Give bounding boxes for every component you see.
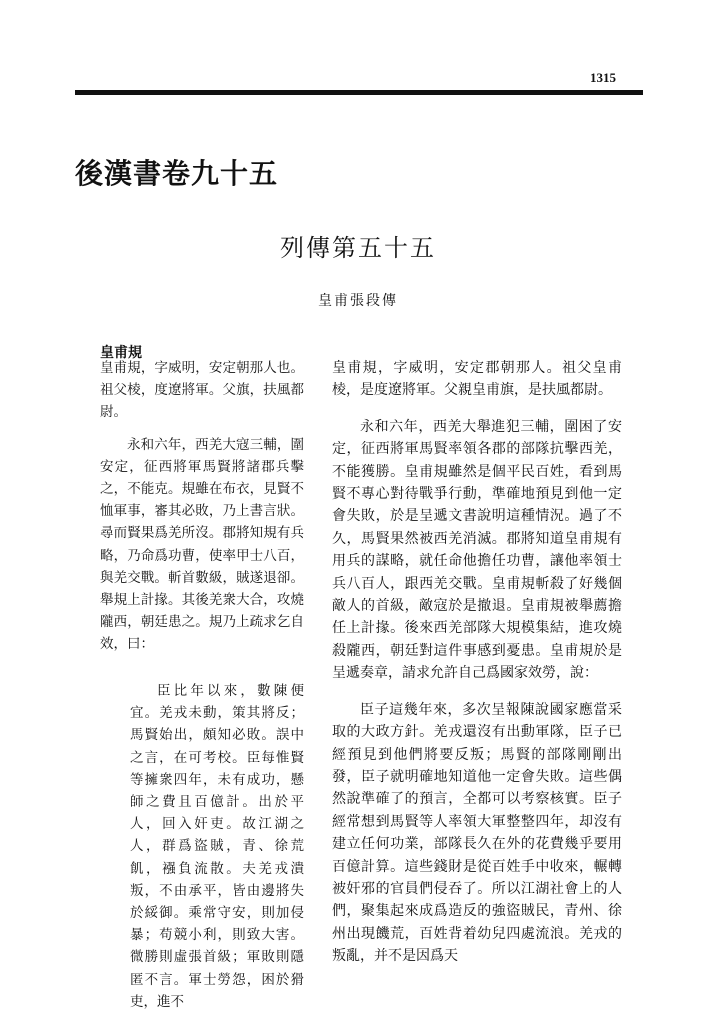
modern-paragraph-3: 臣子這幾年來，多次呈報陳說國家應當采取的大政方針。羌戎還沒有出動軍隊，臣子已經預見到他們將要反叛；馬賢的部隊剛剛出發，臣子就明確地知道他一定會失敗。這些偶然說準確了的預言，全都可以考察核實。臣子經常想到馬賢等人率領大軍整整四年，却沒有建立任何功業，部隊長久在外的花費幾乎要用百億計算。這些錢財是從百姓手中收來，輾轉被奸邪的官員們侵吞了。所以江湖社會上的人們，聚集起來成爲造反的強盜賊民，青州、徐州出現饑荒，百姓背着幼兒四處流浪。羌戎的叛亂，并不是因爲天 (332, 701, 622, 965)
modern-translation-column (332, 357, 622, 968)
chapter-subheading: 皇甫張段傳 (318, 293, 398, 309)
classical-text-column (100, 357, 304, 666)
classical-quote-column (130, 680, 304, 1023)
chapter-title: 列傳第五十五 (280, 234, 436, 262)
classical-paragraph-3: 臣比年以來，數陳便宜。羌戎未動，策其將反；馬賢始出，頗知必敗。誤中之言，在可考校。臣每惟賢等擁衆四年，未有成功，懸師之費且百億計。出於平人，回入奸吏。故江湖之人，群爲盜賊，青、徐荒飢，襁負流散。夫羌戎潰叛，不由承平，皆由邊將失於綏御。乘常守安，則加侵暴；苟競小利，則致大害。微勝則虛張首級；軍敗則隱匿不言。軍士勞怨，困於猾吏，進不 (130, 683, 304, 1010)
page-number: 1315 (590, 70, 616, 85)
person-heading: 皇甫規 (100, 345, 142, 361)
classical-paragraph-2: 永和六年，西羌大寇三輔，圍安定，征西將軍馬賢將諸郡兵擊之，不能克。規雖在布衣，見賢不恤軍事，審其必敗，乃上書言狀。尋而賢果爲羌所沒。郡將知規有兵略，乃命爲功曹，使率甲士八百，與羌交戰。斬首數級，賊遂退卻。舉規上計掾。其後羌衆大合，攻燒隴西，朝廷患之。規乃上疏求乞自效，曰： (100, 436, 304, 653)
classical-paragraph-1: 皇甫規，字威明，安定朝那人也。祖父棱，度遼將軍。父旗，扶風都尉。 (100, 360, 304, 421)
header-rule (75, 90, 643, 95)
modern-paragraph-1: 皇甫規，字威明，安定郡朝那人。祖父皇甫棱，是度遼將軍。父親皇甫旗，是扶風都尉。 (332, 360, 622, 399)
book-title: 後漢書卷九十五 (75, 157, 279, 190)
modern-paragraph-2: 永和六年，西羌大舉進犯三輔，圍困了安定，征西將軍馬賢率領各郡的部隊抗擊西羌，不能獲勝。皇甫規雖然是個平民百姓，看到馬賢不專心對待戰爭行動，準確地預見到他一定會失敗，於是呈遞文書說明這種情況。過了不久，馬賢果然被西羌消滅。郡將知道皇甫規有用兵的謀略，就任命他擔任功曹，讓他率領士兵八百人，跟西羌交戰。皇甫規斬殺了好幾個敵人的首級，敵寇於是撤退。皇甫規被舉薦擔任上計掾。後來西羌部隊大規模集結，進攻燒殺隴西，朝廷對這件事感到憂患。皇甫規於是呈遞奏章，請求允許自己爲國家效勞，說： (332, 418, 622, 682)
